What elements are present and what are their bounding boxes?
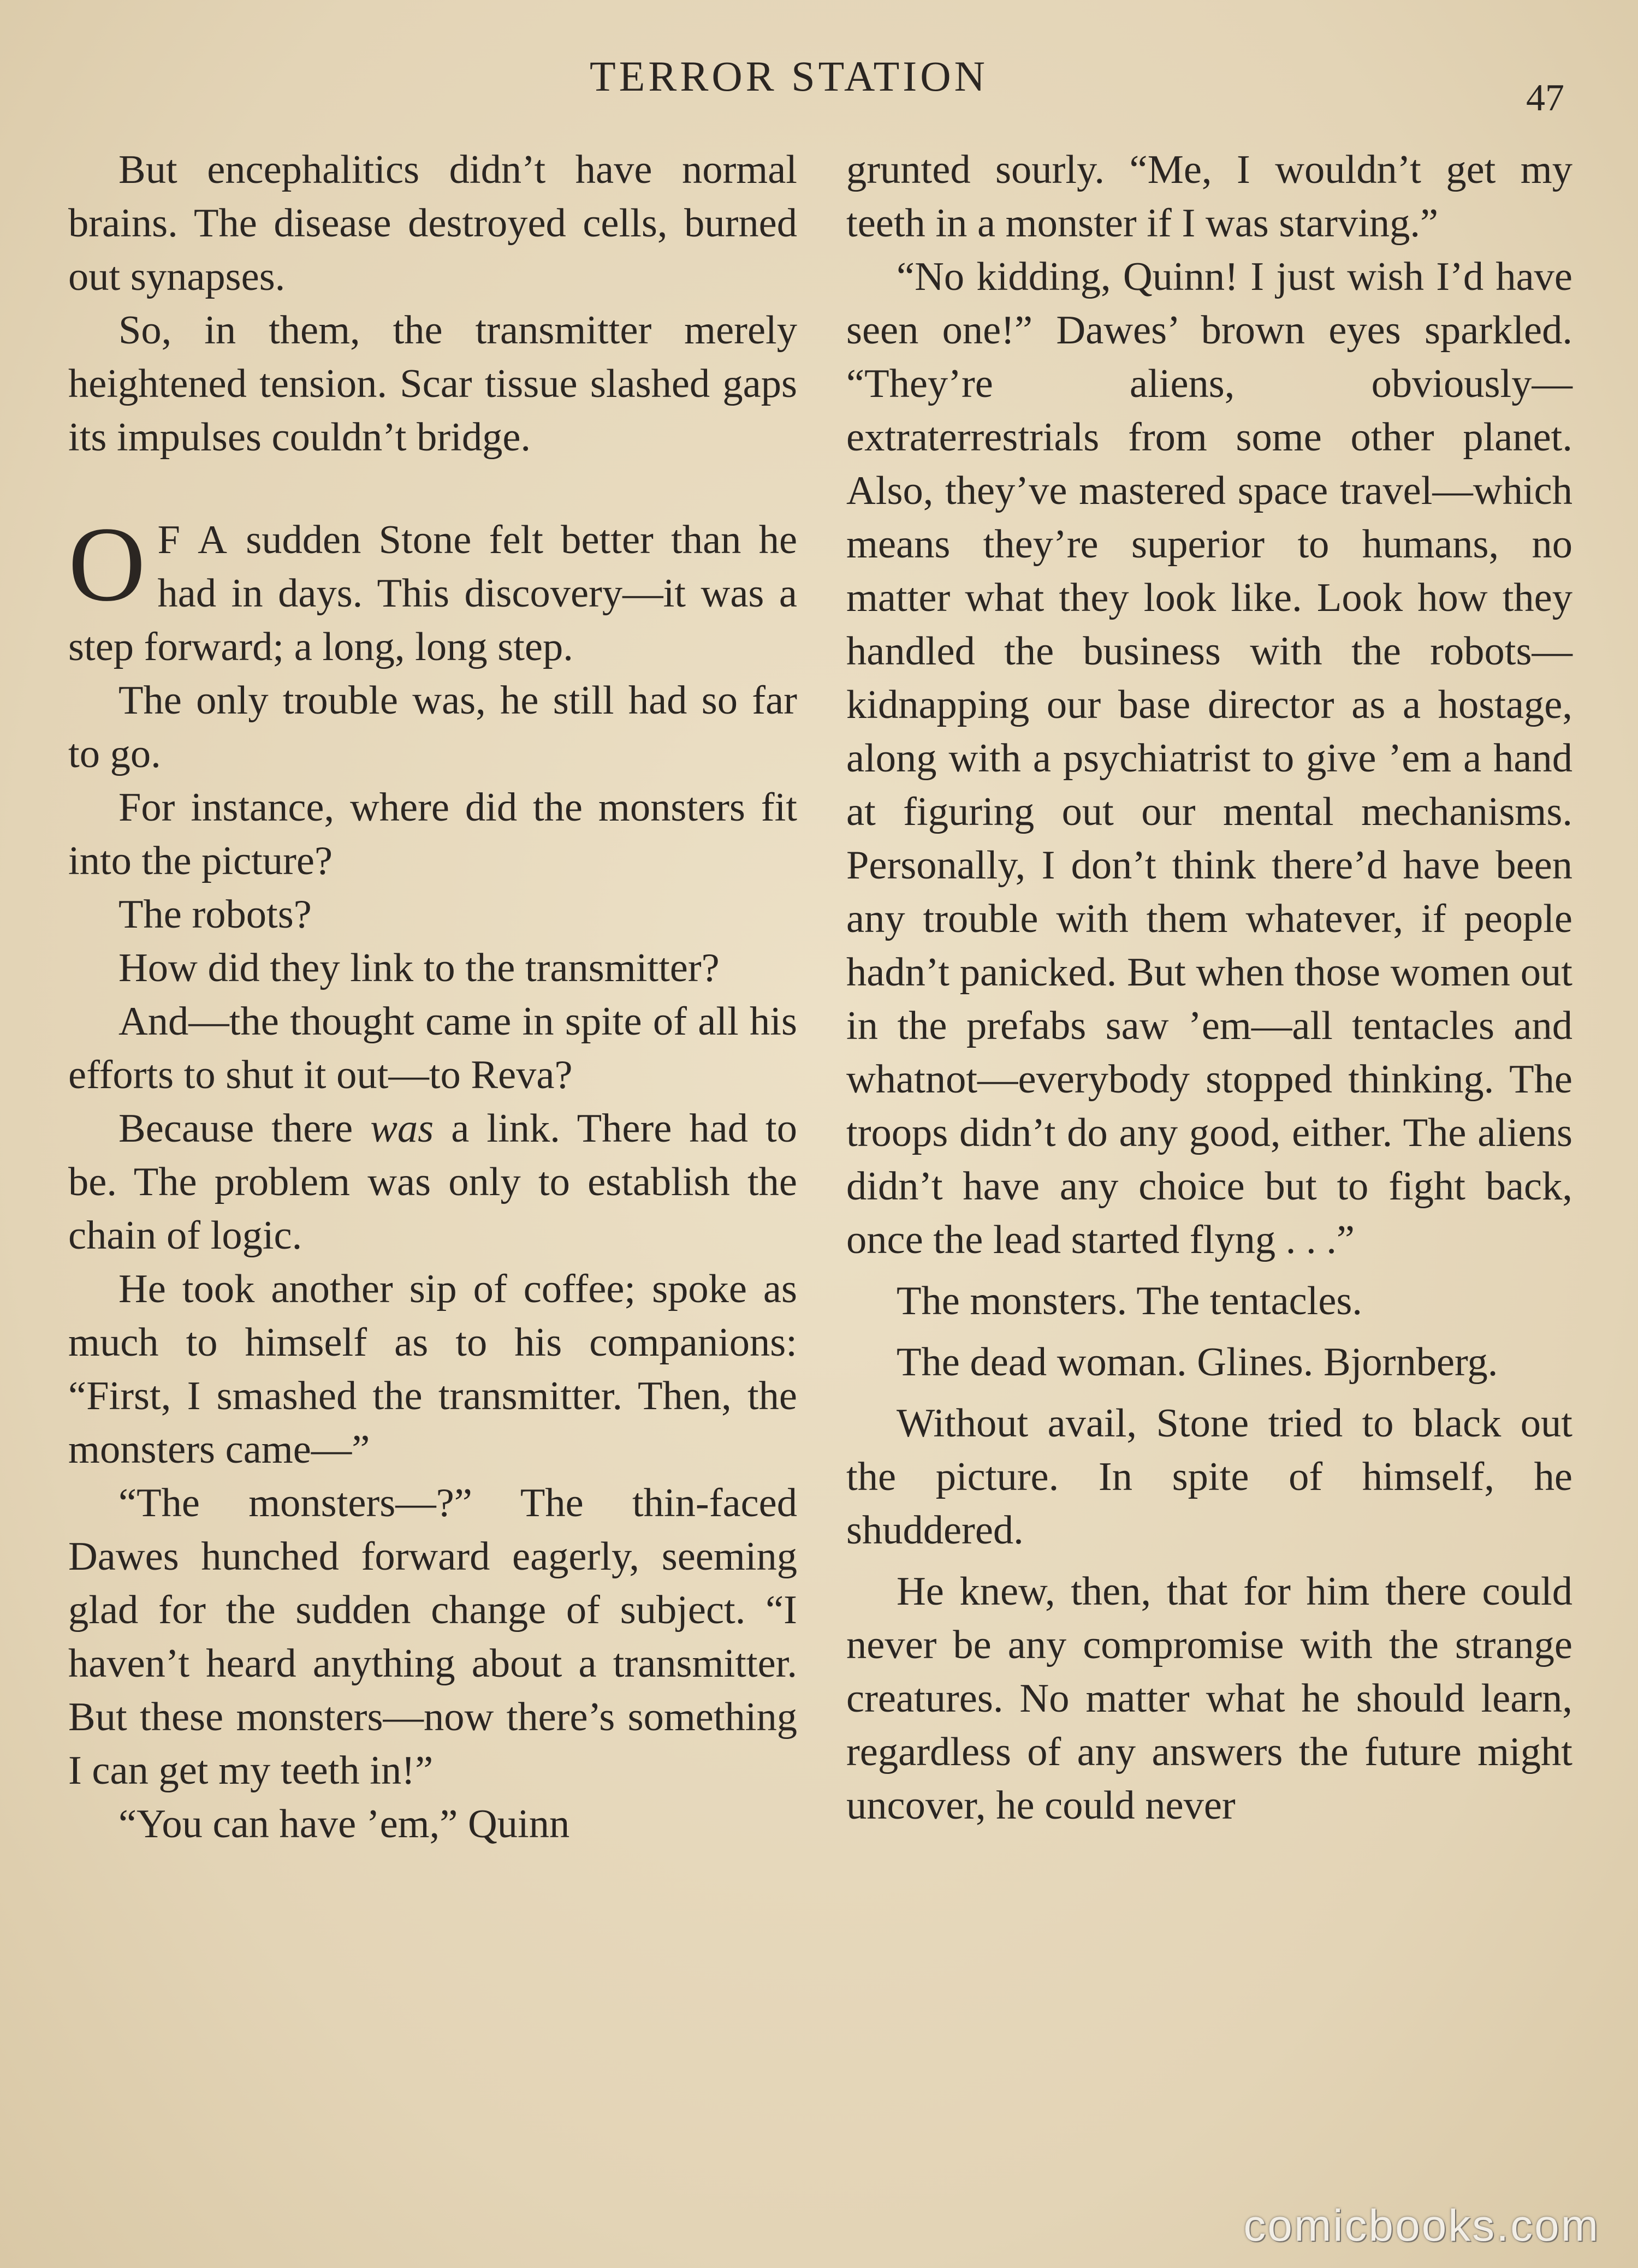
left-column: [68, 143, 797, 1851]
paragraph: For instance, where did the monsters fit into the picture?: [68, 785, 797, 883]
paragraph: “You can have ’em,” Quinn: [118, 1802, 570, 1847]
paragraph: “No kidding, Quinn! I just wish I’d have seen one!” Dawes’ brown eyes sparkled. “They’re aliens, obviously—extraterrestrials from some other planet. Also, they’ve mastered space travel—which means they’re superior to humans, no matter what they look like. Look how they handled the business with the robots—kidnapping our base director as a hostage, along with a psychiatrist to give ’em a hand at figuring out our mental mechanisms. Personally, I don’t think there’d have been any trouble with them whatever, if people hadn’t panicked. But when those women out in the prefabs saw ’em—all tentacles and whatnot—everybody stopped thinking. The troops didn’t do any good, either. The aliens didn’t have any choice but to fight back, once the lead started flyng . . .”: [846, 254, 1572, 1262]
paragraph: The only trouble was, he still had so far to go.: [68, 678, 797, 776]
paragraph: How did they link to the transmitter?: [118, 946, 720, 990]
paragraph-text: sudden Stone felt better than he had in days. This discovery—it was a step forward; a long, long step.: [68, 518, 798, 669]
watermark: comicbooks.com: [1243, 2201, 1600, 2251]
paragraph-text: Because there: [118, 1106, 371, 1151]
paragraph: So, in them, the transmitter merely heightened tension. Scar tissue slashed gaps its impulses couldn’t bridge.: [68, 308, 797, 460]
paragraph: But encephalitics didn’t have normal brains. The disease destroyed cells, burned out synapses.: [68, 147, 797, 299]
paragraph: Without avail, Stone tried to black out the picture. In spite of himself, he shuddered.: [846, 1401, 1572, 1553]
paragraph: “The monsters—?” The thin-faced Dawes hunched forward eagerly, seeming glad for the sudden change of subject. “I haven’t heard anything about a transmitter. But these monsters—now there’s something I can get my teeth in!”: [68, 1481, 797, 1793]
running-head: TERROR STATION: [590, 52, 988, 100]
right-column: [846, 143, 1572, 1832]
small-caps-lead: F A: [157, 518, 228, 562]
paragraph: He took another sip of coffee; spoke as much to himself as to his companions: “First, I smashed the transmitter. Then, the monsters came—”: [68, 1267, 797, 1472]
paragraph: The monsters. The tentacles.: [897, 1279, 1363, 1323]
paragraph: The dead woman. Glines. Bjornberg.: [897, 1340, 1498, 1385]
paragraph: He knew, then, that for him there could never be any compromise with the strange creatures. No matter what he should learn, regardless of any answers the future might uncover, he could never: [846, 1569, 1572, 1828]
paragraph: grunted sourly. “Me, I wouldn’t get my teeth in a monster if I was starving.”: [846, 147, 1572, 246]
paragraph-text: a link. There had to be. The problem was only to establish the chain of logic.: [68, 1106, 797, 1258]
paragraph: And—the thought came in spite of all his efforts to shut it out—to Reva?: [68, 999, 797, 1097]
drop-cap: O: [68, 505, 146, 624]
paragraph: [68, 1102, 797, 1262]
paragraph: The robots?: [118, 892, 312, 937]
page-number: 47: [1526, 77, 1564, 119]
emphasis: was: [370, 1106, 434, 1151]
section-opening-paragraph: [68, 505, 798, 674]
